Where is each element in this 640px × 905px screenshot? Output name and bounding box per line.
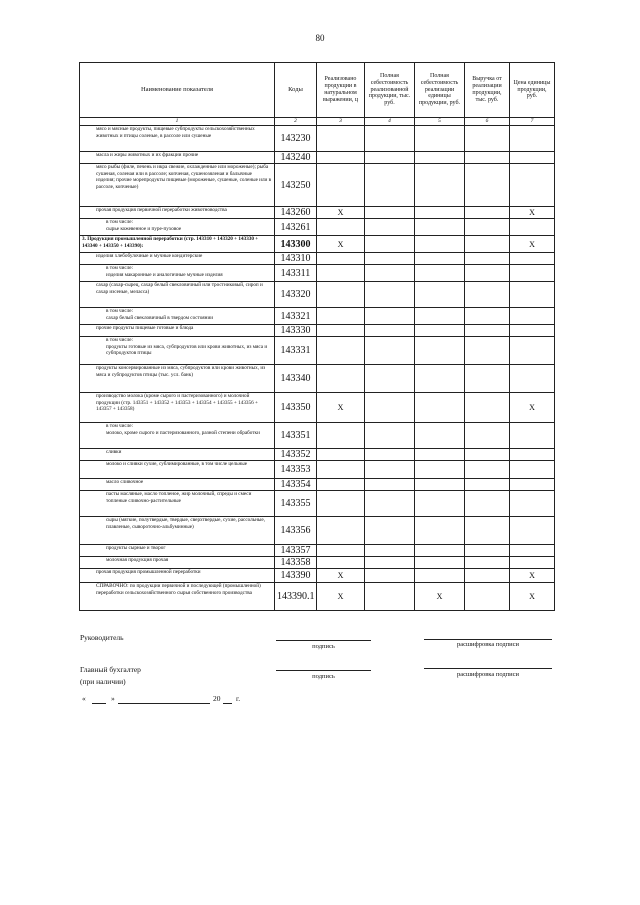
cell-revenue[interactable] (465, 126, 510, 152)
cell-realized[interactable]: X (317, 207, 365, 219)
cell-realized[interactable] (317, 308, 365, 325)
cell-full-cost[interactable] (365, 236, 415, 253)
col-number: 2 (275, 118, 317, 126)
accountant-signature-caption: подпись (312, 673, 335, 680)
cell-realized[interactable] (317, 126, 365, 152)
row-name: мясо рыбы (филе, печень и икра свежие, охлажденные или мороженые); рыба сушеная, соленая или в рассоле; копченая, сушенозяленая и балычные изделия; прочие морепродукты пищевые (мороженые, сушеные, соленые или в рассоле, копченые) (80, 164, 275, 207)
date-year-line[interactable] (223, 703, 232, 704)
cell-full-cost[interactable] (365, 325, 415, 337)
row-code: 143320 (275, 282, 317, 308)
cell-unit-cost[interactable] (415, 337, 465, 365)
row-code: 143390 (275, 569, 317, 583)
date-close-quote: » (111, 694, 115, 703)
cell-unit-cost[interactable] (415, 557, 465, 569)
cell-realized[interactable] (317, 557, 365, 569)
cell-full-cost[interactable] (365, 219, 415, 236)
cell-revenue[interactable] (465, 479, 510, 491)
cell-full-cost[interactable] (365, 164, 415, 207)
row-code: 143390.1 (275, 583, 317, 611)
row-name: прочая продукция промышленной переработки (80, 569, 275, 583)
table-row (80, 583, 555, 611)
table-row (80, 253, 555, 265)
year-suffix: г. (236, 694, 241, 703)
cell-revenue[interactable] (465, 236, 510, 253)
row-code: 143260 (275, 207, 317, 219)
table-row (80, 479, 555, 491)
cell-full-cost[interactable] (365, 545, 415, 557)
cell-full-cost[interactable] (365, 282, 415, 308)
cell-unit-cost[interactable] (415, 164, 465, 207)
row-name: в том числе: сахар белый свекловичный в твердом состоянии (80, 308, 275, 325)
cell-unit-cost[interactable] (415, 282, 465, 308)
cell-full-cost[interactable] (365, 461, 415, 479)
cell-realized[interactable] (317, 449, 365, 461)
cell-revenue[interactable] (465, 461, 510, 479)
head-signature-caption: подпись (312, 643, 335, 650)
cell-price[interactable] (510, 517, 555, 545)
cell-unit-cost[interactable] (415, 479, 465, 491)
cell-price[interactable] (510, 325, 555, 337)
cell-full-cost[interactable] (365, 152, 415, 164)
row-code: 143331 (275, 337, 317, 365)
cell-realized[interactable] (317, 282, 365, 308)
row-name: в том числе: сырье кожевенное и пуре-пуховое (80, 219, 275, 236)
cell-price[interactable]: X (510, 583, 555, 611)
row-code: 143358 (275, 557, 317, 569)
chief-accountant-label: Главный бухгалтер (80, 665, 141, 674)
row-name: масло сливочное (80, 479, 275, 491)
row-code: 143250 (275, 164, 317, 207)
row-name: сливки (80, 449, 275, 461)
cell-price[interactable] (510, 557, 555, 569)
table-row (80, 219, 555, 236)
header-unit-cost: Полная себестоимость реализации единицы продукции, руб. (415, 63, 465, 118)
cell-full-cost[interactable] (365, 557, 415, 569)
cell-full-cost[interactable] (365, 517, 415, 545)
page-number: 80 (315, 33, 325, 43)
row-code: 143261 (275, 219, 317, 236)
table-row (80, 265, 555, 282)
cell-revenue[interactable] (465, 583, 510, 611)
cell-realized[interactable] (317, 365, 365, 393)
cell-unit-cost[interactable] (415, 449, 465, 461)
cell-realized[interactable] (317, 164, 365, 207)
cell-revenue[interactable] (465, 517, 510, 545)
head-label: Руководитель (80, 633, 124, 642)
cell-full-cost[interactable] (365, 126, 415, 152)
cell-revenue[interactable] (465, 253, 510, 265)
cell-full-cost[interactable] (365, 569, 415, 583)
cell-price[interactable] (510, 265, 555, 282)
cell-price[interactable] (510, 253, 555, 265)
cell-price[interactable]: X (510, 236, 555, 253)
row-name: молоко и сливки сухие, сублимированные, в том числе цельные (80, 461, 275, 479)
cell-price[interactable] (510, 308, 555, 325)
header-revenue: Выручка от реализации продукции, тыс. руб. (465, 63, 510, 118)
cell-price[interactable]: X (510, 569, 555, 583)
cell-full-cost[interactable] (365, 491, 415, 517)
cell-full-cost[interactable] (365, 393, 415, 423)
row-code: 143350 (275, 393, 317, 423)
cell-revenue[interactable] (465, 449, 510, 461)
row-name: в том числе: изделия макаронные и аналогичные мучные изделия (80, 265, 275, 282)
head-decoding-line[interactable] (424, 639, 552, 640)
year-prefix: 20 (213, 694, 221, 703)
table-row (80, 365, 555, 393)
row-name: прочие продукты пищевые готовые и блюда (80, 325, 275, 337)
row-name: 3. Продукция промышленной переработки (стр. 143310 + 143320 + 143330 + 143340 + 143350 + 143390): (80, 236, 275, 253)
col-number: 6 (465, 118, 510, 126)
row-name: сахар (сахар-сырец, сахар белый свекловичный или тростниковый, сироп и сахар изсеные, меласса) (80, 282, 275, 308)
row-code: 143353 (275, 461, 317, 479)
cell-revenue[interactable] (465, 325, 510, 337)
table-row (80, 325, 555, 337)
row-name: в том числе: продукты готовые из мяса, субпродуктов или крови животных, из мяса и субпродуктов птицы (80, 337, 275, 365)
cell-revenue[interactable] (465, 491, 510, 517)
header-full-cost: Полная себестоимость реализованной продукции, тыс. руб. (365, 63, 415, 118)
table-row (80, 126, 555, 152)
row-code: 143321 (275, 308, 317, 325)
cell-realized[interactable] (317, 517, 365, 545)
cell-revenue[interactable] (465, 207, 510, 219)
cell-realized[interactable] (317, 152, 365, 164)
cell-full-cost[interactable] (365, 265, 415, 282)
row-name: масла и жиры животных и их фракции прочие (80, 152, 275, 164)
cell-unit-cost[interactable] (415, 517, 465, 545)
cell-price[interactable] (510, 126, 555, 152)
cell-realized[interactable] (317, 219, 365, 236)
col-number: 5 (415, 118, 465, 126)
cell-revenue[interactable] (465, 152, 510, 164)
cell-revenue[interactable] (465, 308, 510, 325)
chief-accountant-note: (при наличии) (80, 677, 126, 686)
row-code: 143352 (275, 449, 317, 461)
table-row (80, 164, 555, 207)
table-row (80, 393, 555, 423)
header-price: Цена единицы продукции, руб. (510, 63, 555, 118)
cell-full-cost[interactable] (365, 337, 415, 365)
cell-unit-cost[interactable] (415, 461, 465, 479)
row-name: производство молока (кроме сырого и пастеризованного) и молочной продукции (стр. 143351 + 143352 + 143353 + 143354 + 143355 + 143356 + 143357 + 143358) (80, 393, 275, 423)
table-row (80, 491, 555, 517)
row-name: сыры (мягкие, полутвердые, твердые, сверхтвердые, сухие, рассольные, плавленые, сывороточно-альбуминные) (80, 517, 275, 545)
cell-full-cost[interactable] (365, 449, 415, 461)
head-decoding-caption: расшифровка подписи (456, 641, 520, 648)
cell-unit-cost[interactable] (415, 545, 465, 557)
table-row (80, 545, 555, 557)
cell-unit-cost[interactable] (415, 207, 465, 219)
cell-realized[interactable] (317, 325, 365, 337)
cell-price[interactable] (510, 152, 555, 164)
cell-unit-cost[interactable] (415, 365, 465, 393)
cell-full-cost[interactable] (365, 253, 415, 265)
cell-price[interactable] (510, 491, 555, 517)
row-name: молочная продукция прочая (80, 557, 275, 569)
cell-unit-cost[interactable] (415, 126, 465, 152)
cell-revenue[interactable] (465, 393, 510, 423)
cell-full-cost[interactable] (365, 207, 415, 219)
row-code: 143310 (275, 253, 317, 265)
cell-unit-cost[interactable] (415, 325, 465, 337)
cell-realized[interactable] (317, 479, 365, 491)
row-code: 143330 (275, 325, 317, 337)
cell-realized[interactable] (317, 337, 365, 365)
cell-unit-cost[interactable] (415, 236, 465, 253)
header-codes: Коды (275, 63, 317, 118)
cell-revenue[interactable] (465, 219, 510, 236)
cell-unit-cost[interactable] (415, 393, 465, 423)
cell-price[interactable] (510, 479, 555, 491)
cell-unit-cost[interactable] (415, 423, 465, 449)
cell-revenue[interactable] (465, 164, 510, 207)
cell-realized[interactable] (317, 423, 365, 449)
cell-price[interactable] (510, 337, 555, 365)
row-code: 143311 (275, 265, 317, 282)
accountant-signature-line[interactable] (276, 670, 371, 671)
table-row (80, 308, 555, 325)
col-number: 3 (317, 118, 365, 126)
date-month-line[interactable] (118, 703, 210, 704)
row-code: 143300 (275, 236, 317, 253)
cell-price[interactable]: X (510, 207, 555, 219)
date-open-quote: « (82, 694, 86, 703)
row-name: продукты консервированные из мяса, субпродуктов или крови животных, из мяса и субпродуктов птицы (тыс. усл. банк) (80, 365, 275, 393)
row-name: прочая продукция первичной переработки животноводства (80, 207, 275, 219)
row-code: 143355 (275, 491, 317, 517)
row-code: 143357 (275, 545, 317, 557)
cell-realized[interactable]: X (317, 569, 365, 583)
cell-realized[interactable] (317, 253, 365, 265)
table-row (80, 337, 555, 365)
accountant-decoding-caption: расшифровка подписи (456, 671, 520, 678)
table-row (80, 207, 555, 219)
cell-realized[interactable]: X (317, 236, 365, 253)
col-number: 1 (80, 118, 275, 126)
table-row (80, 449, 555, 461)
cell-price[interactable]: X (510, 393, 555, 423)
cell-price[interactable] (510, 365, 555, 393)
cell-revenue[interactable] (465, 337, 510, 365)
cell-price[interactable] (510, 461, 555, 479)
cell-full-cost[interactable] (365, 583, 415, 611)
table-row (80, 557, 555, 569)
col-number: 4 (365, 118, 415, 126)
cell-unit-cost[interactable] (415, 265, 465, 282)
table-row (80, 282, 555, 308)
row-code: 143356 (275, 517, 317, 545)
row-code: 143354 (275, 479, 317, 491)
cell-revenue[interactable] (465, 545, 510, 557)
cell-revenue[interactable] (465, 423, 510, 449)
row-name: СПРАВОЧНО: по продукции первичной и последующей (промышленной) переработки сельскохозяйственного сырья собственного производства (80, 583, 275, 611)
cell-realized[interactable] (317, 545, 365, 557)
column-number-row (80, 118, 555, 126)
table-row (80, 152, 555, 164)
head-signature-line[interactable] (276, 640, 371, 641)
cell-realized[interactable]: X (317, 583, 365, 611)
cell-price[interactable] (510, 423, 555, 449)
cell-revenue[interactable] (465, 265, 510, 282)
cell-price[interactable] (510, 545, 555, 557)
cell-unit-cost[interactable] (415, 253, 465, 265)
row-code: 143230 (275, 126, 317, 152)
header-name: Наименование показателя (80, 63, 275, 118)
row-code: 143351 (275, 423, 317, 449)
cell-price[interactable] (510, 164, 555, 207)
date-day-line[interactable] (92, 703, 106, 704)
cell-unit-cost[interactable] (415, 308, 465, 325)
cell-unit-cost[interactable] (415, 219, 465, 236)
cell-revenue[interactable] (465, 282, 510, 308)
cell-full-cost[interactable] (365, 365, 415, 393)
row-name: в том числе: молоко, кроме сырого и пастеризованного, разной степени обработки (80, 423, 275, 449)
row-code: 143240 (275, 152, 317, 164)
row-name: пасты масляные, масло топленое, жир молочный, спреды и смеси топленые сливочно-растительные (80, 491, 275, 517)
cell-unit-cost[interactable] (415, 569, 465, 583)
row-name: изделия хлебобулочные и мучные кондитерские (80, 253, 275, 265)
col-number: 7 (510, 118, 555, 126)
cell-realized[interactable]: X (317, 393, 365, 423)
row-name: мясо и мясные продукты, пищевые субпродукты сельскохозяйственных животных и птицы соленые, в рассоле или сушеные (80, 126, 275, 152)
cell-revenue[interactable] (465, 365, 510, 393)
cell-realized[interactable] (317, 461, 365, 479)
cell-price[interactable] (510, 282, 555, 308)
cell-realized[interactable] (317, 265, 365, 282)
cell-unit-cost[interactable] (415, 152, 465, 164)
accountant-decoding-line[interactable] (424, 668, 552, 669)
row-code: 143340 (275, 365, 317, 393)
cell-price[interactable] (510, 449, 555, 461)
cell-revenue[interactable] (465, 557, 510, 569)
report-table (79, 62, 555, 611)
cell-price[interactable] (510, 219, 555, 236)
cell-realized[interactable] (317, 491, 365, 517)
table-row (80, 423, 555, 449)
cell-full-cost[interactable] (365, 308, 415, 325)
table-row (80, 517, 555, 545)
header-realized: Реализовано продукции в натуральном выражении, ц (317, 63, 365, 118)
row-name: продукты сырные и творог (80, 545, 275, 557)
table-row (80, 569, 555, 583)
table-row (80, 461, 555, 479)
cell-full-cost[interactable] (365, 479, 415, 491)
cell-full-cost[interactable] (365, 423, 415, 449)
table-row (80, 236, 555, 253)
cell-unit-cost[interactable]: X (415, 583, 465, 611)
cell-unit-cost[interactable] (415, 491, 465, 517)
cell-revenue[interactable] (465, 569, 510, 583)
